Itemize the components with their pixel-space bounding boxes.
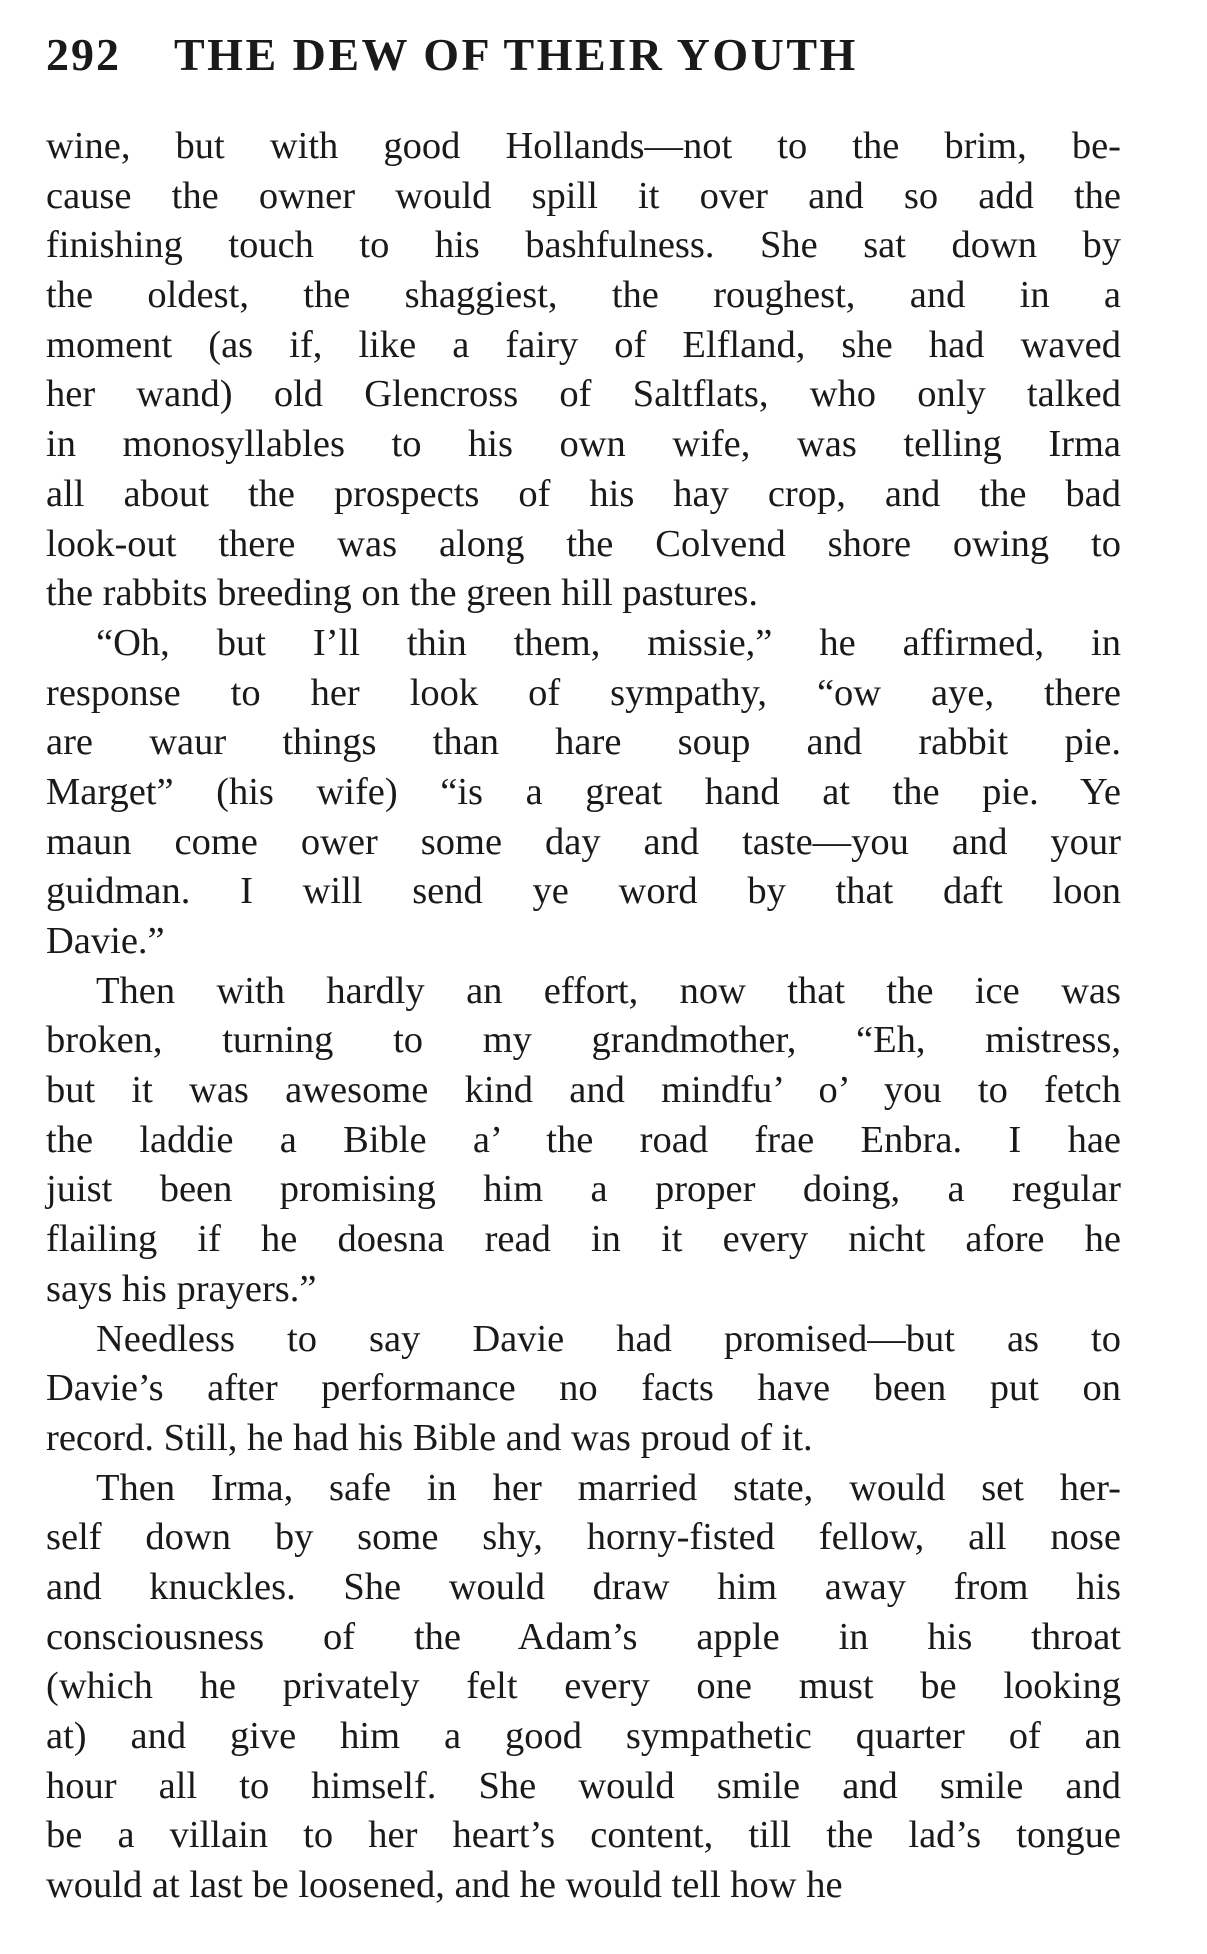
paragraph [46,122,1121,619]
text-line: moment (as if, like a fairy of Elfland, she had waved [46,323,1121,366]
text-line: in monosyllables to his own wife, was telling Irma [46,423,1121,466]
text-line: the rabbits breeding on the green hill pastures. [46,572,759,615]
text-line: says his prayers.” [46,1267,317,1310]
text-line: the laddie a Bible a’ the road frae Enbra. I hae [46,1118,1121,1161]
text-line: look-out there was along the Colvend shore owing to [46,522,1121,565]
paragraph [46,619,1121,967]
text-line: at) and give him a good sympathetic quarter of an [46,1715,1121,1757]
text-line: record. Still, he had his Bible and was proud of it. [46,1416,813,1459]
text-line: Davie.” [46,920,165,962]
text-line: Then with hardly an effort, now that the ice was [96,969,1121,1012]
page-number: 292 [46,29,121,80]
book-page [46,28,1121,1911]
text-line: her wand) old Glencross of Saltflats, who only talked [46,373,1121,416]
body-text [46,122,1121,1911]
text-line: Then Irma, safe in her married state, would set her- [96,1466,1121,1509]
text-line: the oldest, the shaggiest, the roughest, and in a [46,274,1121,317]
paragraph [46,1464,1121,1911]
text-line: juist been promising him a proper doing, a regular [46,1168,1121,1211]
text-line: finishing touch to his bashfulness. She sat down by [46,224,1121,267]
text-line: guidman. I will send ye word by that daft loon [46,870,1121,913]
running-title: THE DEW OF THEIR YOUTH [174,29,858,80]
text-line: but it was awesome kind and mindfu’ o’ you to fetch [46,1069,1121,1112]
text-line: be a villain to her heart’s content, till the lad’s tongue [46,1814,1121,1857]
text-line: (which he privately felt every one must be looking [46,1665,1121,1708]
text-line: are waur things than hare soup and rabbit pie. [46,721,1121,764]
text-line: cause the owner would spill it over and so add the [46,174,1121,217]
text-line: Davie’s after performance no facts have been put on [46,1367,1121,1410]
paragraph [46,967,1121,1315]
paragraph [46,1315,1121,1464]
text-line: would at last be loosened, and he would tell how he [46,1864,843,1907]
running-head [46,28,1121,98]
text-line: hour all to himself. She would smile and smile and [46,1764,1121,1807]
text-line: and knuckles. She would draw him away from his [46,1565,1121,1608]
text-line: Marget” (his wife) “is a great hand at the pie. Ye [46,770,1121,813]
text-line: flailing if he doesna read in it every nicht afore he [46,1218,1121,1261]
text-line: broken, turning to my grandmother, “Eh, mistress, [46,1019,1121,1062]
text-line: Needless to say Davie had promised—but as to [96,1317,1121,1360]
text-line: “Oh, but I’ll thin them, missie,” he affirmed, in [96,621,1121,664]
text-line: consciousness of the Adam’s apple in his throat [46,1615,1121,1658]
text-line: response to her look of sympathy, “ow aye, there [46,671,1121,714]
text-line: all about the prospects of his hay crop, and the bad [46,472,1121,515]
text-line: wine, but with good Hollands—not to the brim, be- [46,125,1121,167]
text-line: self down by some shy, horny-fisted fellow, all nose [46,1516,1121,1559]
text-line: maun come ower some day and taste—you and your [46,820,1121,863]
